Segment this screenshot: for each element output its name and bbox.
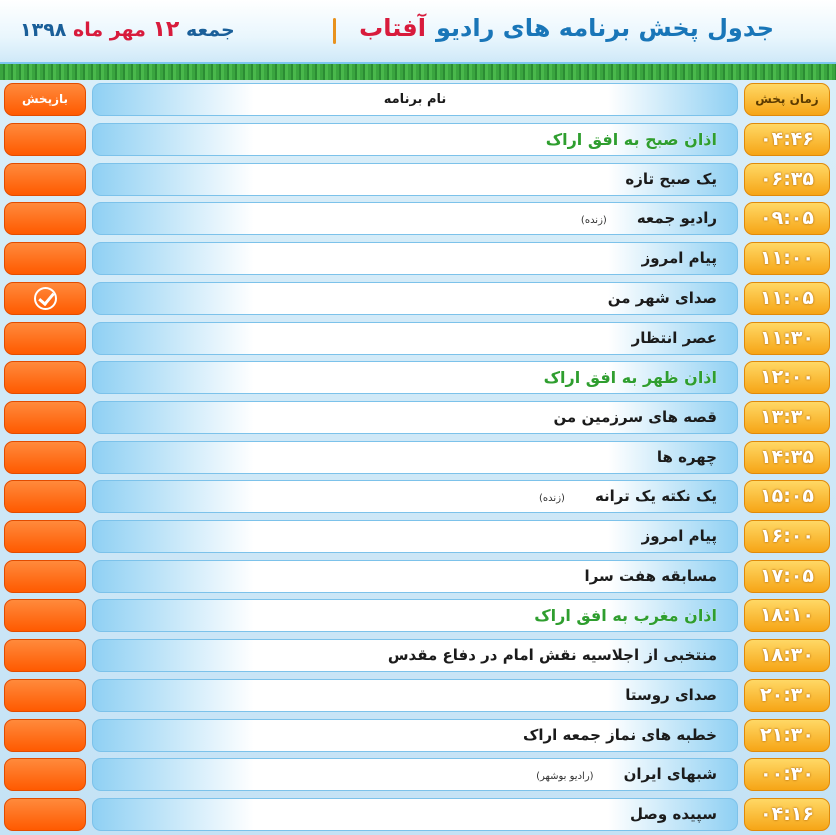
table-row [0, 477, 836, 517]
schedule-table [0, 80, 836, 835]
program-time: ۱۸:۳۰ [744, 639, 830, 672]
program-time: ۱۳:۳۰ [744, 401, 830, 434]
program-time: ۱۸:۱۰ [744, 599, 830, 632]
date-day-number: ۱۲ [152, 17, 180, 42]
title-text: جدول پخش برنامه های رادیو [435, 14, 774, 42]
rebroadcast-cell [4, 163, 86, 196]
table-row [0, 676, 836, 716]
program-name-cell [92, 480, 738, 513]
date-month: مهر ماه [73, 19, 146, 41]
program-name-cell [92, 322, 738, 355]
program-name: اذان ظهر به افق اراک [543, 368, 717, 388]
program-note: (زنده) [580, 215, 607, 227]
rebroadcast-cell [4, 441, 86, 474]
program-name: اذان مغرب به افق اراک [534, 606, 717, 626]
program-name: شبهای ایران [623, 765, 717, 784]
table-row [0, 755, 836, 795]
program-time: ۱۷:۰۵ [744, 560, 830, 593]
program-name: یک صبح تازه [625, 169, 717, 188]
table-row [0, 199, 836, 239]
header-divider [333, 18, 336, 44]
program-name-cell [92, 679, 738, 712]
program-name-cell [92, 599, 738, 632]
program-time: ۱۲:۰۰ [744, 361, 830, 394]
program-name-cell [92, 758, 738, 791]
program-name: پیام امروز [641, 249, 717, 268]
table-row [0, 517, 836, 557]
program-name-cell [92, 401, 738, 434]
rebroadcast-cell [4, 322, 86, 355]
table-row [0, 438, 836, 478]
program-time: ۰۶:۳۵ [744, 163, 830, 196]
rebroadcast-cell [4, 123, 86, 156]
rebroadcast-cell [4, 520, 86, 553]
program-name: صدای شهر من [607, 288, 717, 307]
rebroadcast-cell [4, 282, 86, 315]
program-time: ۰۴:۱۶ [744, 798, 830, 831]
table-row [0, 557, 836, 597]
program-time: ۰۰:۳۰ [744, 758, 830, 791]
program-time: ۰۹:۰۵ [744, 202, 830, 235]
program-note: (زنده) [539, 493, 565, 505]
table-row [0, 596, 836, 636]
date-day: جمعه [185, 19, 235, 41]
table-row [0, 398, 836, 438]
program-name-cell [92, 242, 738, 275]
table-row [0, 120, 836, 160]
table-row [0, 795, 836, 835]
program-name-cell [92, 163, 738, 196]
program-time: ۱۴:۳۵ [744, 441, 830, 474]
table-row [0, 279, 836, 319]
rebroadcast-cell [4, 798, 86, 831]
program-name-cell [92, 361, 738, 394]
program-time: ۱۱:۰۰ [744, 242, 830, 275]
rebroadcast-cell [4, 480, 86, 513]
program-note: (رادیو بوشهر) [536, 771, 594, 783]
program-name-cell [92, 282, 738, 315]
station-name: آفتاب [359, 14, 426, 42]
program-name-cell [92, 560, 738, 593]
program-time: ۱۵:۰۵ [744, 480, 830, 513]
table-row [0, 716, 836, 756]
program-time: ۱۱:۳۰ [744, 322, 830, 355]
program-name-cell [92, 719, 738, 752]
program-name: یک نکته یک ترانه [594, 487, 717, 506]
program-name-cell [92, 798, 738, 831]
rebroadcast-cell [4, 679, 86, 712]
program-name-cell [92, 520, 738, 553]
rebroadcast-cell [4, 560, 86, 593]
program-name-cell [92, 639, 738, 672]
table-row [0, 358, 836, 398]
program-name-cell [92, 202, 738, 235]
rebroadcast-cell [4, 242, 86, 275]
program-name-cell [92, 123, 738, 156]
column-header-name: نام برنامه [92, 83, 738, 116]
rebroadcast-cell [4, 361, 86, 394]
program-name-cell [92, 441, 738, 474]
rebroadcast-cell [4, 599, 86, 632]
table-row [0, 636, 836, 676]
program-name: منتخبی از اجلاسیه نقش امام در دفاع مقدس [387, 646, 717, 665]
program-name: سپیده وصل [630, 804, 717, 823]
table-row [0, 319, 836, 359]
program-name: اذان صبح به افق اراک [545, 130, 717, 149]
program-time: ۰۴:۴۶ [744, 123, 830, 156]
rebroadcast-cell [4, 202, 86, 235]
program-name: مسابقه هفت سرا [584, 566, 717, 585]
program-time: ۱۶:۰۰ [744, 520, 830, 553]
rebroadcast-cell [4, 758, 86, 791]
program-name: عصر انتظار [631, 328, 717, 347]
program-name: خطبه های نماز جمعه اراک [523, 725, 717, 744]
program-name: چهره ها [656, 447, 717, 466]
program-name: قصه های سرزمین من [553, 407, 717, 426]
page-header [0, 0, 836, 64]
rebroadcast-cell [4, 639, 86, 672]
date-year: ۱۳۹۸ [20, 19, 67, 41]
program-name: صدای روستا [625, 685, 717, 704]
column-header-rebroadcast: بازپخش [4, 83, 86, 116]
check-circle-icon [34, 287, 57, 310]
broadcast-date [20, 17, 235, 42]
rebroadcast-cell [4, 719, 86, 752]
program-name: پیام امروز [641, 527, 717, 545]
rebroadcast-cell [4, 401, 86, 434]
table-row [0, 239, 836, 279]
table-header-row [0, 80, 836, 120]
program-time: ۲۰:۳۰ [744, 679, 830, 712]
column-header-time: زمان پخش [744, 83, 830, 116]
program-name: رادیو جمعه [636, 209, 717, 228]
program-time: ۱۱:۰۵ [744, 282, 830, 315]
table-row [0, 160, 836, 200]
page-title [359, 14, 774, 42]
program-time: ۲۱:۳۰ [744, 719, 830, 752]
